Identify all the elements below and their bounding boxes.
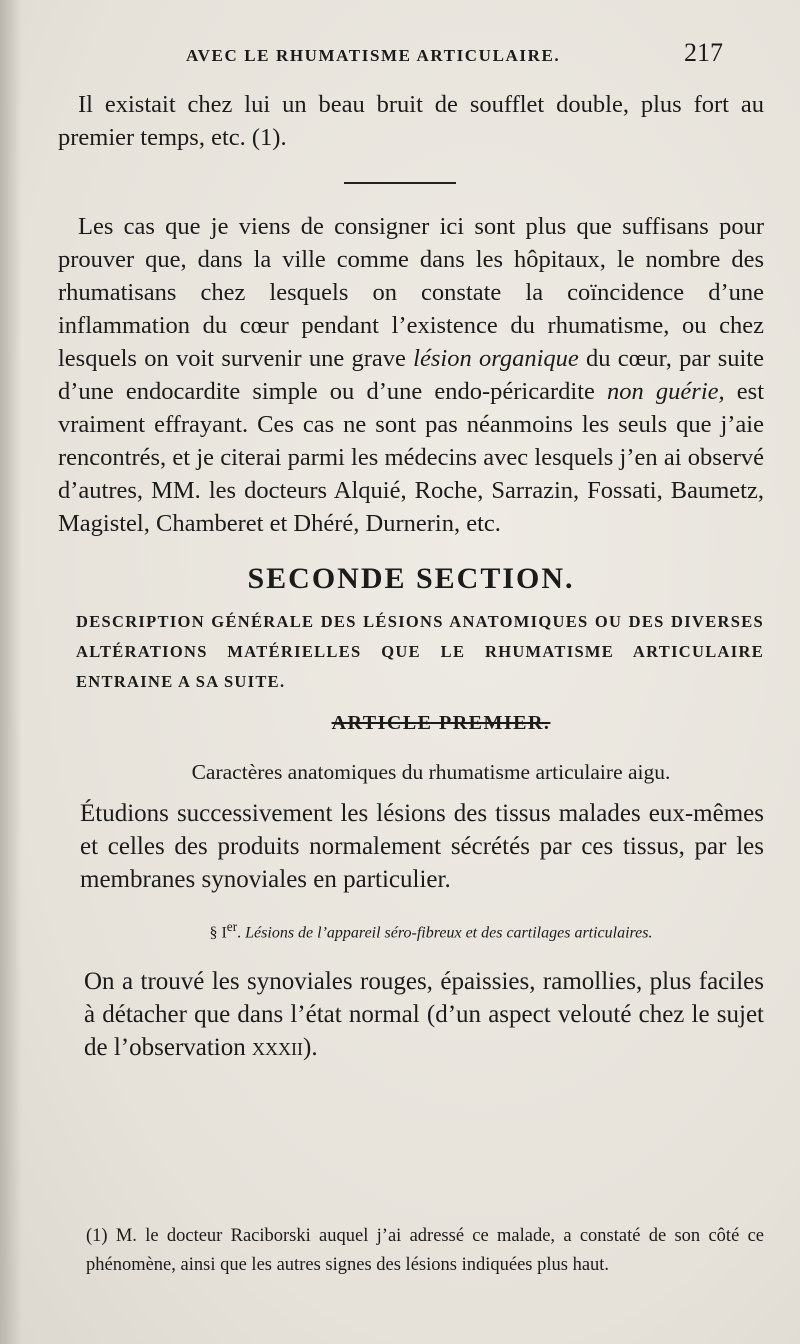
- paragraph-cas-italic2: non guérie,: [607, 378, 725, 405]
- section-title: SECONDE SECTION.: [247, 562, 575, 595]
- article-title: ARTICLE PREMIER.: [331, 712, 551, 734]
- paragraph-cas-part3: est vraiment effrayant. Ces cas ne sont pas néanmoins les seuls que j’aie rencontrés, et je citerai parmi les médecins avec lesquels j’en ai observé d’autres, MM. les docteurs Alquié, Roche, Sarrazin, Fossati, Baumetz, Magistel, Chamberet et Dhéré, Durnerin, etc.: [58, 378, 764, 537]
- paragraph-heading: § Ier. Lésions de l’appareil séro-fibreux et des cartilages articulaires.: [209, 919, 653, 942]
- running-head: AVEC LE RHUMATISME ARTICULAIRE.: [186, 46, 561, 65]
- gutter-shadow: [0, 0, 22, 1344]
- footnote: (1) M. le docteur Raciborski auquel j’ai adressé ce malade, a constaté de son côté ce phénomène, ainsi que les autres signes des lésions indiquées plus haut.: [86, 1226, 764, 1275]
- paragraph-cas-part2: du cœur, par suite d’une endocardite simple ou d’une endo-péricardite: [58, 345, 764, 405]
- paragraph-cas-italic1: lésion organique: [413, 345, 579, 372]
- paragraph-cas: [58, 210, 764, 540]
- paragraph-heading-title: Lésions de l’appareil séro-fibreux et des cartilages articulaires.: [245, 924, 653, 942]
- page-number: 217: [684, 38, 723, 67]
- main-text: [58, 88, 764, 1064]
- separator-rule: [344, 182, 456, 184]
- observation-roman: xxxii: [252, 1034, 304, 1062]
- article-subtitle: Caractères anatomiques du rhumatisme articulaire aigu.: [191, 760, 671, 784]
- paragraph-soufflet: Il existait chez lui un beau bruit de soufflet double, plus fort au premier temps, etc. (1).: [58, 91, 764, 151]
- paragraph-cas-part1: Les cas que je viens de consigner ici sont plus que suffisans pour prouver que, dans la ville comme dans les hôpitaux, le nombre des rhumatisans chez lesquels on constate la coïncidence d’une inflammation du cœur pendant l’existence du rhumatisme, ou chez lesquels on voit survenir une grave: [58, 213, 764, 372]
- page-header: [0, 38, 800, 78]
- section-subtitle: DESCRIPTION GÉNÉRALE DES LÉSIONS ANATOMIQUES OU DES DIVERSES ALTÉRATIONS MATÉRIELLES QUE LE RHUMATISME ARTICULAIRE ENTRAINE A SA SUITE.: [76, 612, 764, 691]
- observation-part2: ).: [303, 1034, 318, 1062]
- observation-part1: On a trouvé les synoviales rouges, épaissies, ramollies, plus faciles à détacher que dans l’état normal (d’un aspect velouté chez le sujet de l’observation: [84, 968, 764, 1062]
- paragraph-marker: § I: [209, 924, 227, 942]
- paragraph-observation: [58, 965, 764, 1064]
- paragraph-marker-sup: er: [226, 919, 238, 934]
- article-intro: Étudions successivement les lésions des tissus malades eux-mêmes et celles des produits normalement sécrétés par ces tissus, par les membranes synoviales en particulier.: [80, 800, 764, 893]
